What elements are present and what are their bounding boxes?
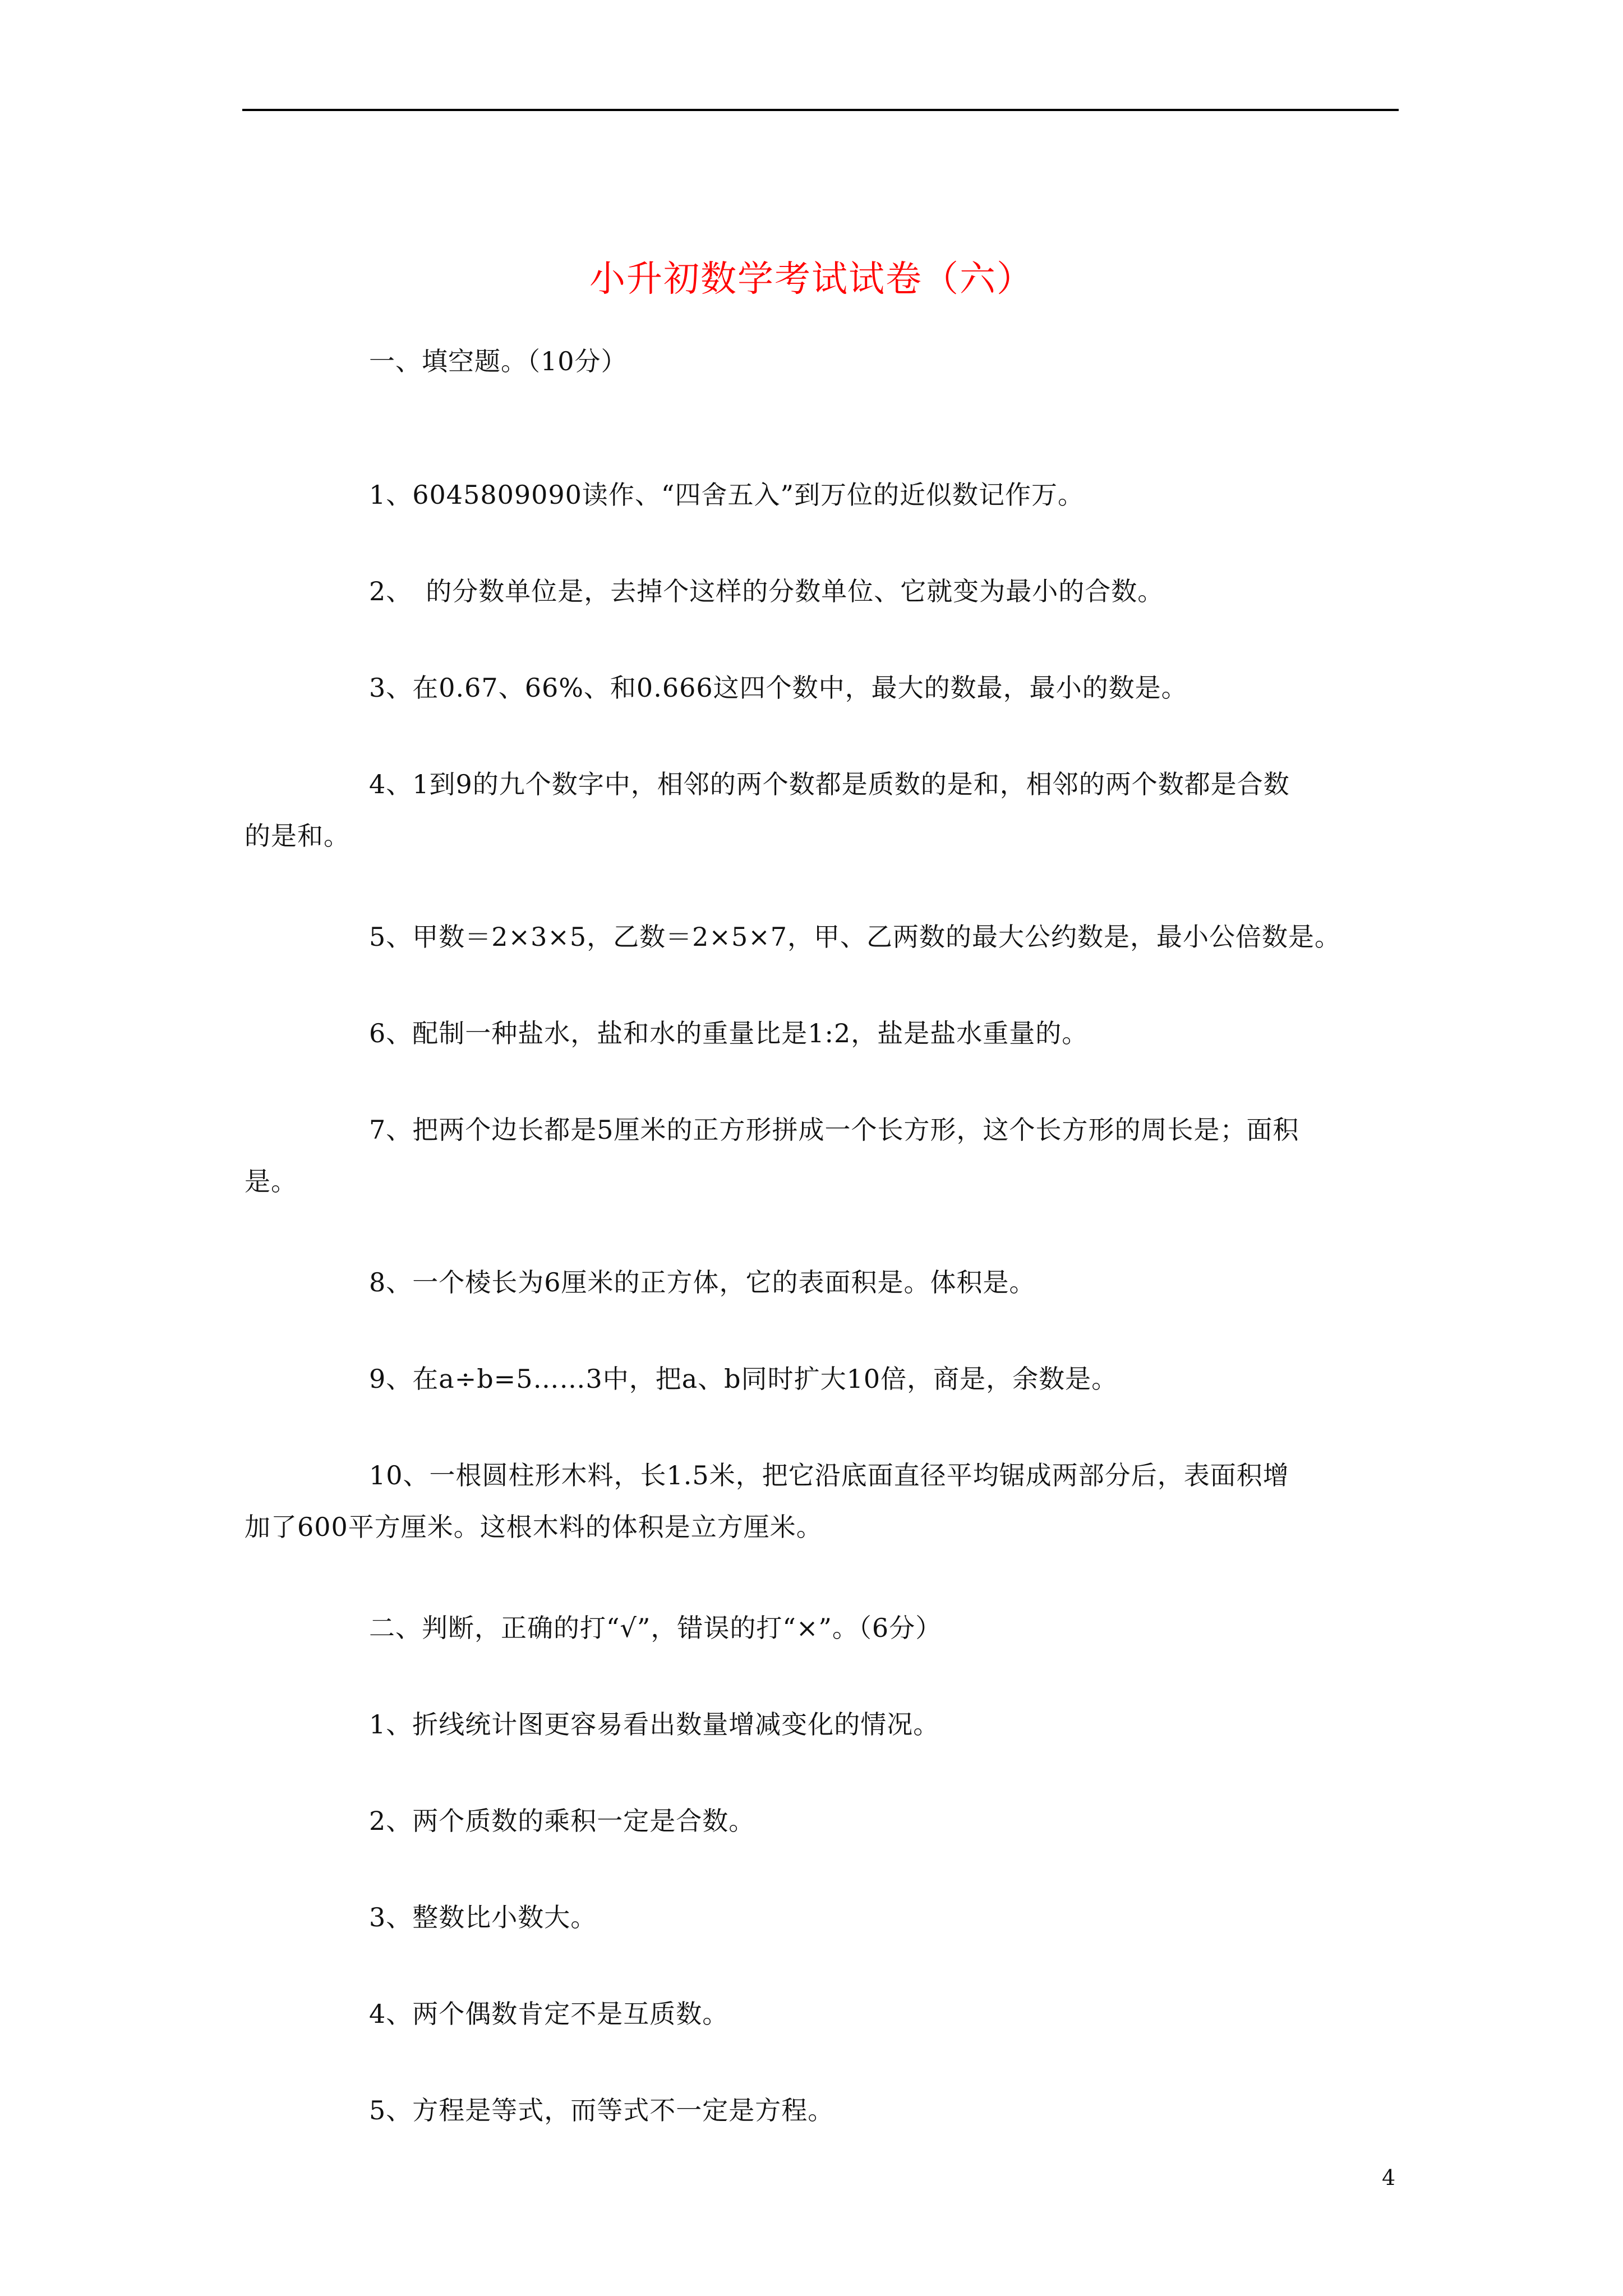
question-2-5: 5、方程是等式，而等式不一定是方程。 <box>369 2095 834 2125</box>
section-heading-true-false: 二、判断，正确的打“√”，错误的打“×”。（6分） <box>369 1613 942 1643</box>
question-1-4-line2: 的是和。 <box>245 821 350 851</box>
question-1-3: 3、在0.67、66%、和0.666这四个数中，最大的数最，最小的数是。 <box>369 673 1188 703</box>
question-1-10-line2: 加了600平方厘米。这根木料的体积是立方厘米。 <box>245 1512 823 1542</box>
question-1-7-line2: 是。 <box>245 1166 297 1197</box>
question-1-8: 8、一个棱长为6厘米的正方体，它的表面积是。体积是。 <box>369 1267 1036 1297</box>
header-rule <box>242 109 1399 111</box>
question-1-6: 6、配制一种盐水，盐和水的重量比是1:2，盐是盐水重量的。 <box>369 1018 1089 1048</box>
question-1-7-line1: 7、把两个边长都是5厘米的正方形拼成一个长方形，这个长方形的周长是；面积 <box>369 1115 1299 1145</box>
question-2-2: 2、两个质数的乘积一定是合数。 <box>369 1806 755 1836</box>
question-2-3: 3、整数比小数大。 <box>369 1902 597 1932</box>
question-1-10-line1: 10、一根圆柱形木料，长1.5米，把它沿底面直径平均锯成两部分后，表面积增 <box>369 1460 1289 1490</box>
question-1-2: 2、 的分数单位是，去掉个这样的分数单位、它就变为最小的合数。 <box>369 576 1164 606</box>
question-2-1: 1、折线统计图更容易看出数量增减变化的情况。 <box>369 1709 940 1740</box>
question-1-1: 1、6045809090读作、“四舍五入”到万位的近似数记作万。 <box>369 480 1084 510</box>
page-title: 小升初数学考试试卷（六） <box>589 259 1034 300</box>
question-2-4: 4、两个偶数肯定不是互质数。 <box>369 1999 729 2029</box>
section-heading-fill-in: 一、填空题。（10分） <box>369 346 628 376</box>
question-1-5: 5、甲数＝2×3×5，乙数＝2×5×7，甲、乙两数的最大公约数是，最小公倍数是。 <box>369 922 1341 952</box>
question-1-4-line1: 4、1到9的九个数字中，相邻的两个数都是质数的是和，相邻的两个数都是合数 <box>369 769 1290 799</box>
question-1-9: 9、在a÷b=5……3中，把a、b同时扩大10倍，商是，余数是。 <box>369 1364 1118 1394</box>
page-number: 4 <box>1382 2165 1396 2190</box>
